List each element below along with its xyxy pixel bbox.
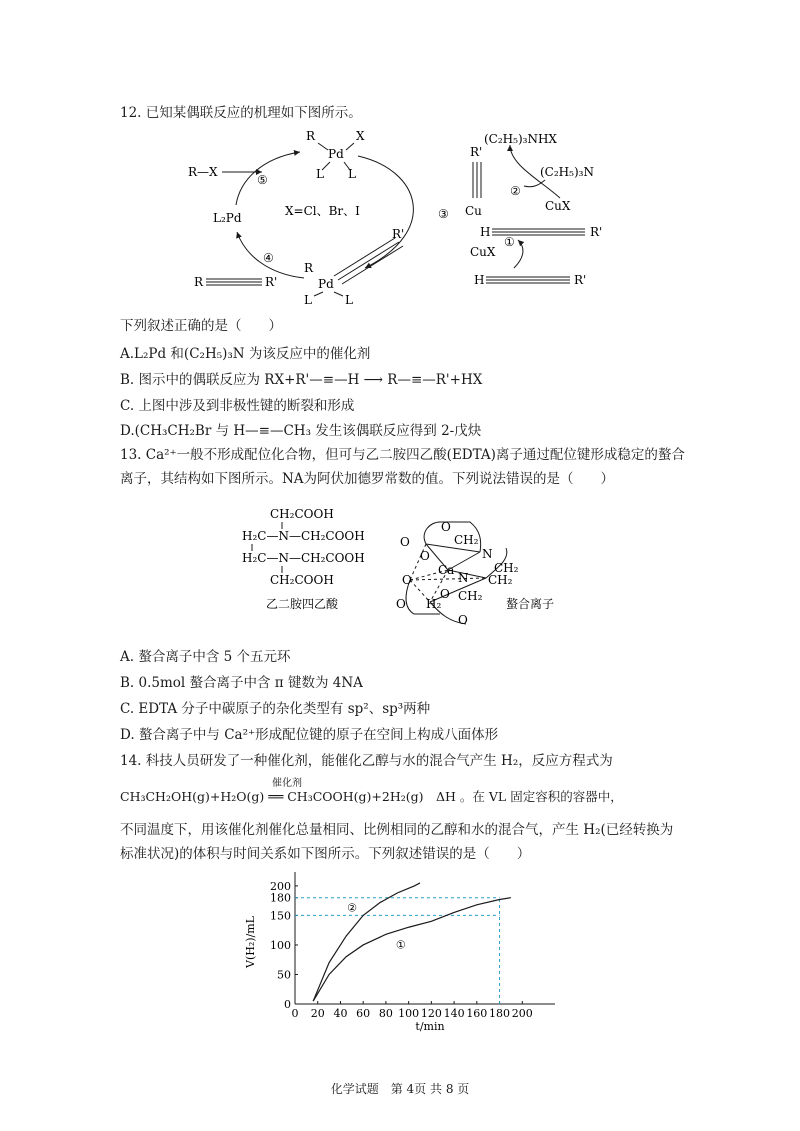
edta-line-4: CH₂COOH xyxy=(270,573,334,587)
x-tick-label: 40 xyxy=(333,1007,348,1020)
q13-stem: 13. Ca²⁺一般不形成配位化合物，但可与乙二胺四乙酸(EDTA)离子通过配位键形成稳定的螯合离子，其结构如下图所示。NA为阿伏加德罗常数的值。下列说法错误的是（ ） xyxy=(120,447,685,487)
q14-text2: 不同温度下，用该催化剂催化总量相同、比例相同的乙醇和水的混合气，产生 H₂(已经转换为标准状况)的体积与时间关系如下图所示。下列叙述错误的是（ ） xyxy=(120,822,674,862)
x-tick-label: 100 xyxy=(398,1007,420,1020)
pd-bottom-R: R xyxy=(304,261,314,275)
series-label-2: ① xyxy=(395,938,406,952)
q12-question: 下列叙述正确的是（ ） xyxy=(120,318,282,334)
q14-equation: CH₃CH₂OH(g)+H₂O(g) ══ CH₃COOH(g)+2H₂(g) ΔH 。在 VL 固定容积的容器中， xyxy=(120,789,623,804)
h-bottom-Rprime: R' xyxy=(574,273,587,287)
q13-option-b: B. 0.5mol 螯合离子中含 π 键数为 4NA xyxy=(120,675,363,691)
chelate-o-3: O xyxy=(420,549,430,563)
x-legend: X=Cl、Br、I xyxy=(285,204,360,218)
y-tick-label: 200 xyxy=(270,879,291,893)
chelate-ch2-4: CH₂ xyxy=(458,589,483,603)
rx-label: R—X xyxy=(188,165,218,179)
edta-line-2: H₂C—N—CH₂COOH xyxy=(242,529,365,543)
coupling-mechanism-diagram xyxy=(0,0,800,310)
edta-diagram xyxy=(0,500,800,640)
chelate-h2: H₂ xyxy=(426,597,442,611)
chelate-label: 螯合离子 xyxy=(506,597,555,611)
step4-label: ④ xyxy=(263,251,274,265)
x-tick-label: 200 xyxy=(511,1007,533,1020)
chelate-o-1: O xyxy=(441,520,451,534)
chelate-ch2-2: CH₂ xyxy=(494,561,519,575)
chelate-ca: Ca xyxy=(438,563,455,577)
pd-bottom-L2: L xyxy=(345,293,353,307)
product-R: R xyxy=(194,275,204,289)
chelate-o-7: O xyxy=(458,613,468,627)
y-axis-label: V(H₂)/mL xyxy=(244,916,257,968)
x-tick-label: 80 xyxy=(378,1007,393,1020)
x-tick-label: 60 xyxy=(356,1007,371,1020)
pd-top: Pd xyxy=(328,147,344,161)
step1-label: ① xyxy=(504,235,515,249)
page-footer: 化学试题 第 4页 共 8 页 xyxy=(330,1082,470,1096)
edta-label: 乙二胺四乙酸 xyxy=(266,597,339,611)
y-tick-label: 150 xyxy=(270,909,291,923)
et3n-label: (C₂H₅)₃N xyxy=(540,165,594,179)
y-tick-label: 180 xyxy=(270,891,291,905)
series-label-1: ② xyxy=(347,901,358,915)
q13-option-c: C. EDTA 分子中碳原子的杂化类型有 sp²、sp³两种 xyxy=(120,701,431,717)
x-tick-label: 0 xyxy=(291,1007,299,1020)
cux-bottom-label: CuX xyxy=(470,245,496,259)
y-tick-label: 0 xyxy=(284,998,291,1011)
cu-acetylide-Rprime: R' xyxy=(470,145,483,159)
chelate-n-1: N xyxy=(482,547,493,561)
pd-top-L2: L xyxy=(348,167,356,181)
chelate-o-2: O xyxy=(400,535,410,549)
chelate-ch2-3: CH₂ xyxy=(488,573,513,587)
pd-bottom-Rprime: R' xyxy=(392,227,405,241)
x-tick-label: 160 xyxy=(466,1007,488,1020)
pd-top-R: R xyxy=(306,129,316,143)
q12-option-a: A.L₂Pd 和(C₂H₅)₃N 为该反应中的催化剂 xyxy=(120,346,371,362)
q12-stem: 12. 已知某偶联反应的机理如下图所示。 xyxy=(120,105,362,121)
chelate-o-4: O xyxy=(402,573,412,587)
step3-label: ③ xyxy=(438,207,449,221)
q13-option-a: A. 螯合离子中含 5 个五元环 xyxy=(120,649,291,665)
series-line-2 xyxy=(313,898,511,1001)
q13-option-d: D. 螯合离子中与 Ca²⁺形成配位键的原子在空间上构成八面体形 xyxy=(120,727,499,743)
pd-bottom: Pd xyxy=(318,277,334,291)
step5-label: ⑤ xyxy=(257,173,268,187)
chelate-n-2: N xyxy=(458,571,469,585)
h-top-Rprime: R' xyxy=(590,225,603,239)
x-tick-label: 120 xyxy=(420,1007,442,1020)
pd-bottom-L1: L xyxy=(304,293,312,307)
l2pd-label: L₂Pd xyxy=(213,211,242,225)
q12-option-d: D.(CH₃CH₂Br 与 H—≡—CH₃ 发生该偶联反应得到 2-戊炔 xyxy=(120,423,482,439)
x-tick-label: 140 xyxy=(443,1007,465,1020)
product-Rprime: R' xyxy=(265,275,278,289)
x-axis-label: t/min xyxy=(415,1020,445,1033)
edta-line-1: CH₂COOH xyxy=(270,507,334,521)
h2-volume-chart xyxy=(240,870,560,1040)
nhx-label: (C₂H₅)₃NHX xyxy=(484,132,557,146)
cu-label: Cu xyxy=(465,204,482,218)
h-top-label: H xyxy=(480,225,491,239)
chelate-o-6: O xyxy=(440,587,450,601)
pd-top-L1: L xyxy=(316,167,324,181)
q12-option-c: C. 上图中涉及到非极性键的断裂和形成 xyxy=(120,398,355,414)
y-tick-label: 50 xyxy=(277,968,291,982)
q14-catalyst: 催化剂 xyxy=(272,778,302,789)
edta-line-3: H₂C—N—CH₂COOH xyxy=(242,551,365,565)
h-bottom-label: H xyxy=(474,273,485,287)
cux-top-label: CuX xyxy=(545,199,571,213)
y-tick-label: 100 xyxy=(270,938,291,952)
x-tick-label: 180 xyxy=(489,1007,511,1020)
x-tick-label: 20 xyxy=(310,1007,325,1020)
q14-stem: 14. 科技人员研发了一种催化剂，能催化乙醇与水的混合气产生 H₂，反应方程式为 xyxy=(120,753,613,769)
chelate-o-5: O xyxy=(396,597,406,611)
step2-label: ② xyxy=(510,184,521,198)
q12-option-b: B. 图示中的偶联反应为 RX+R'—≡—H ⟶ R—≡—R'+HX xyxy=(120,372,483,388)
pd-top-X: X xyxy=(356,129,365,143)
chelate-ch2-1: CH₂ xyxy=(454,533,479,547)
